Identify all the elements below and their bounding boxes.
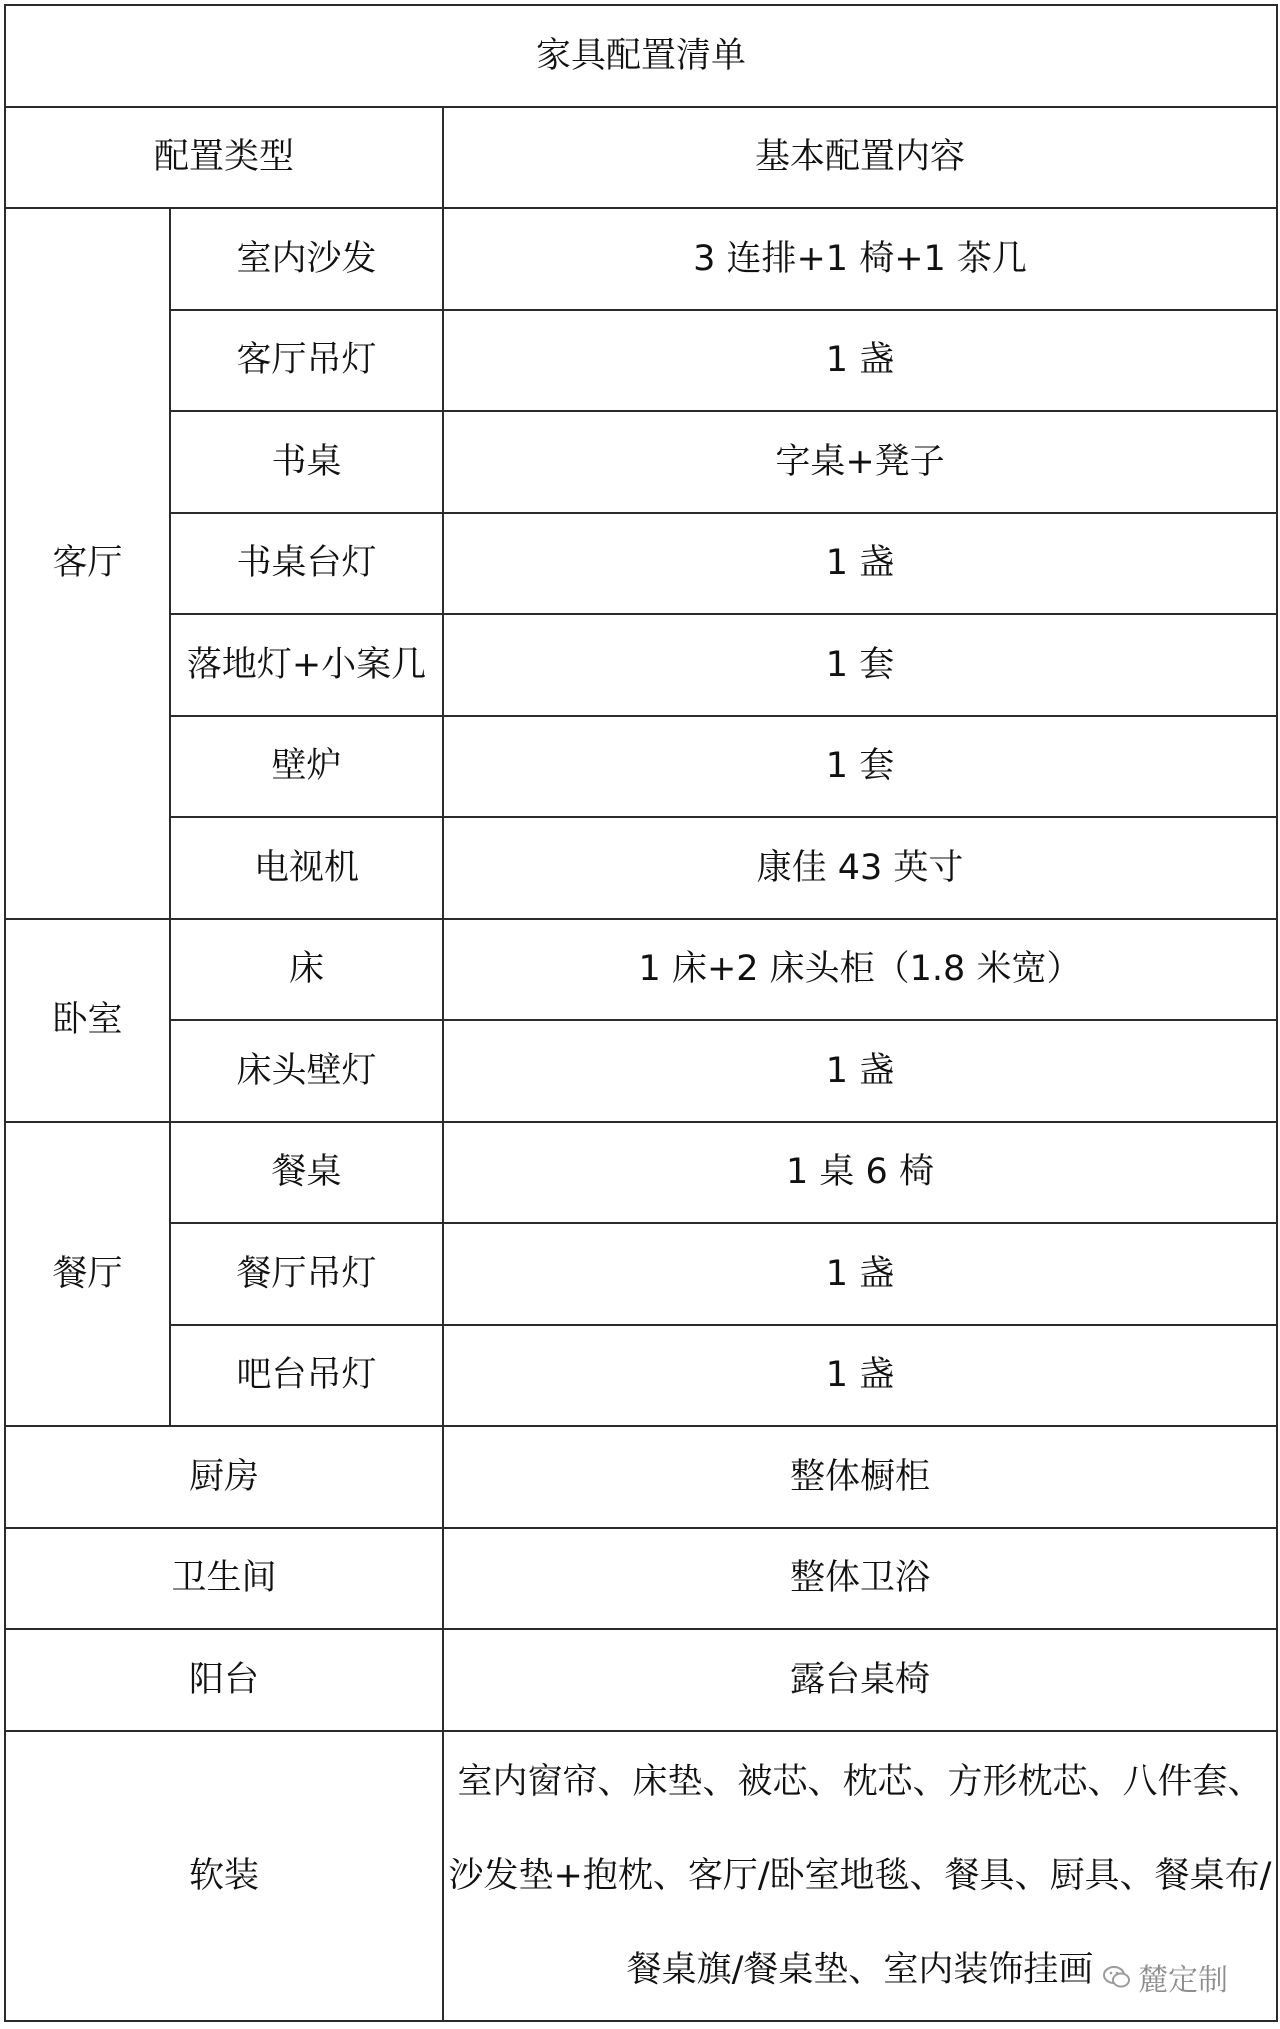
item-name: 室内沙发 [170, 208, 443, 310]
item-name: 壁炉 [170, 716, 443, 818]
table-row [5, 1426, 1277, 1528]
table-row [5, 1731, 1277, 2021]
table-row [5, 1020, 1277, 1122]
item-content: 1 盏 [443, 1020, 1277, 1122]
item-content: 1 床+2 床头柜（1.8 米宽） [443, 919, 1277, 1021]
table-row [5, 1223, 1277, 1325]
table-row [5, 1122, 1277, 1224]
item-content: 1 盏 [443, 513, 1277, 615]
item-content: 1 桌 6 椅 [443, 1122, 1277, 1224]
header-type: 配置类型 [5, 107, 443, 209]
item-content: 1 套 [443, 614, 1277, 716]
table-row [5, 716, 1277, 818]
wechat-icon [1102, 1964, 1132, 1990]
table-row [5, 919, 1277, 1021]
table-title: 家具配置清单 [5, 5, 1277, 107]
item-content: 整体卫浴 [443, 1528, 1277, 1630]
header-content: 基本配置内容 [443, 107, 1277, 209]
item-content: 3 连排+1 椅+1 茶几 [443, 208, 1277, 310]
soft-furnishing-content: 室内窗帘、床垫、被芯、枕芯、方形枕芯、八件套、沙发垫+抱枕、客厅/卧室地毯、餐具、厨具、餐桌布/餐桌旗/餐桌垫、室内装饰挂画 [443, 1731, 1277, 2021]
item-name: 餐桌 [170, 1122, 443, 1224]
item-name: 落地灯+小案几 [170, 614, 443, 716]
watermark [1102, 1955, 1228, 1999]
watermark-text: 麓定制 [1138, 1963, 1228, 1998]
item-content: 字桌+凳子 [443, 411, 1277, 513]
group-label-living: 客厅 [5, 208, 170, 919]
type-kitchen: 厨房 [5, 1426, 443, 1528]
title-row [5, 5, 1277, 107]
table-row [5, 208, 1277, 310]
type-balcony: 阳台 [5, 1629, 443, 1731]
item-content: 康佳 43 英寸 [443, 817, 1277, 919]
header-row [5, 107, 1277, 209]
item-content: 整体橱柜 [443, 1426, 1277, 1528]
table-row [5, 513, 1277, 615]
table-row [5, 1325, 1277, 1427]
item-content: 1 盏 [443, 310, 1277, 412]
table-row [5, 1528, 1277, 1630]
item-name: 床头壁灯 [170, 1020, 443, 1122]
table-row [5, 310, 1277, 412]
group-label-dining: 餐厅 [5, 1122, 170, 1427]
table-row [5, 817, 1277, 919]
group-label-bedroom: 卧室 [5, 919, 170, 1122]
item-name: 电视机 [170, 817, 443, 919]
item-name: 餐厅吊灯 [170, 1223, 443, 1325]
item-name: 吧台吊灯 [170, 1325, 443, 1427]
table-row [5, 614, 1277, 716]
table-row [5, 411, 1277, 513]
item-name: 客厅吊灯 [170, 310, 443, 412]
table-row [5, 1629, 1277, 1731]
item-name: 床 [170, 919, 443, 1021]
item-name: 书桌 [170, 411, 443, 513]
item-name: 书桌台灯 [170, 513, 443, 615]
item-content: 1 盏 [443, 1223, 1277, 1325]
type-bathroom: 卫生间 [5, 1528, 443, 1630]
item-content: 露台桌椅 [443, 1629, 1277, 1731]
furniture-config-table [4, 4, 1278, 2022]
item-content: 1 套 [443, 716, 1277, 818]
item-content: 1 盏 [443, 1325, 1277, 1427]
type-soft-furnishing: 软装 [5, 1731, 443, 2021]
